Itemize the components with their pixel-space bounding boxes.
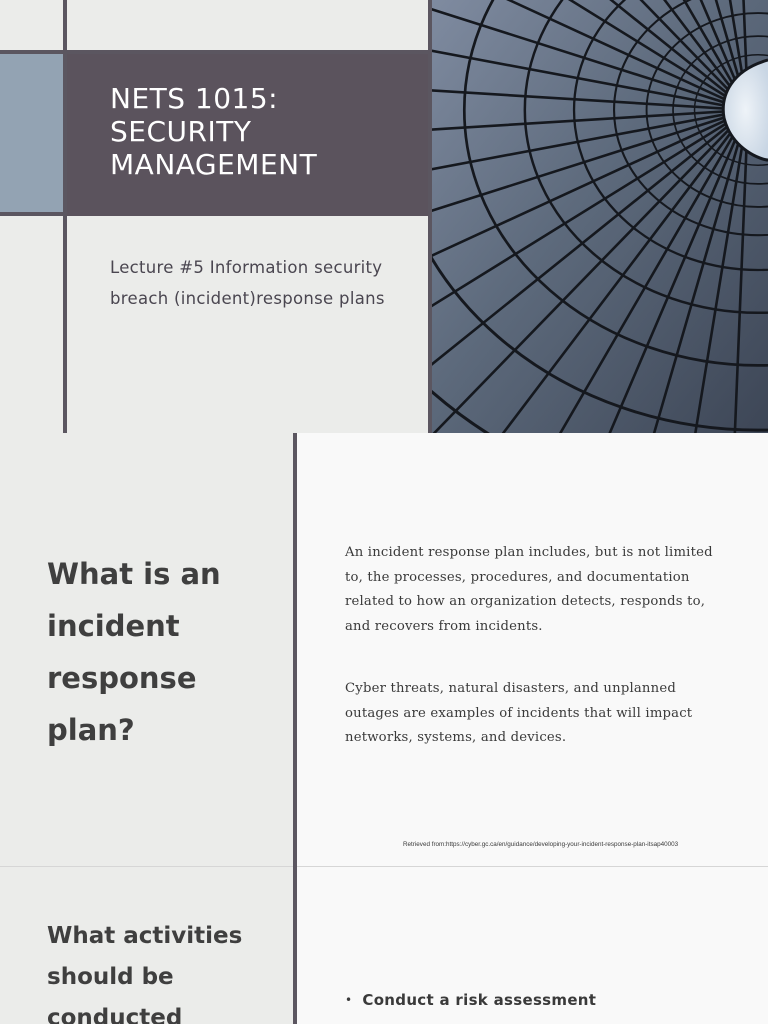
course-title <box>110 82 317 181</box>
body-paragraph: Cyber threats, natural disasters, and unplanned outages are examples of incidents that will impact networks, systems, and devices. <box>345 681 693 745</box>
glass-building-photo <box>432 0 768 433</box>
slide-body <box>345 541 730 751</box>
decorative-vertical-line <box>293 433 297 866</box>
title-slide <box>0 0 768 433</box>
title-box <box>67 54 428 216</box>
accent-block <box>0 54 63 212</box>
list-item <box>345 991 596 1009</box>
slide-heading: What is an incident response plan? <box>47 557 221 747</box>
slide-heading: What activities should be conducted <box>47 923 243 1024</box>
decorative-vertical-line <box>293 866 297 1024</box>
bullet-icon: • <box>345 993 353 1007</box>
course-title-line: NETS 1015: <box>110 82 279 115</box>
activities-slide <box>0 866 768 1024</box>
body-paragraph: An incident response plan includes, but is not limited to, the processes, procedures, and documentation related to how an organization detects, responds to, and recovers from incidents. <box>345 545 713 634</box>
activity-list <box>345 991 596 1009</box>
definition-slide <box>0 433 768 866</box>
decorative-horizontal-line-lower <box>0 212 66 216</box>
source-reference: Retrieved from:https://cyber.gc.ca/en/guidance/developing-your-incident-response-plan-itsap40003 <box>403 841 679 848</box>
course-title-line: SECURITY <box>110 115 252 149</box>
lecture-subtitle: Lecture #5 Information security breach (incident)response plans <box>110 258 385 308</box>
list-item-text: Conduct a risk assessment <box>362 991 597 1009</box>
course-title-line: MANAGEMENT <box>110 148 318 182</box>
